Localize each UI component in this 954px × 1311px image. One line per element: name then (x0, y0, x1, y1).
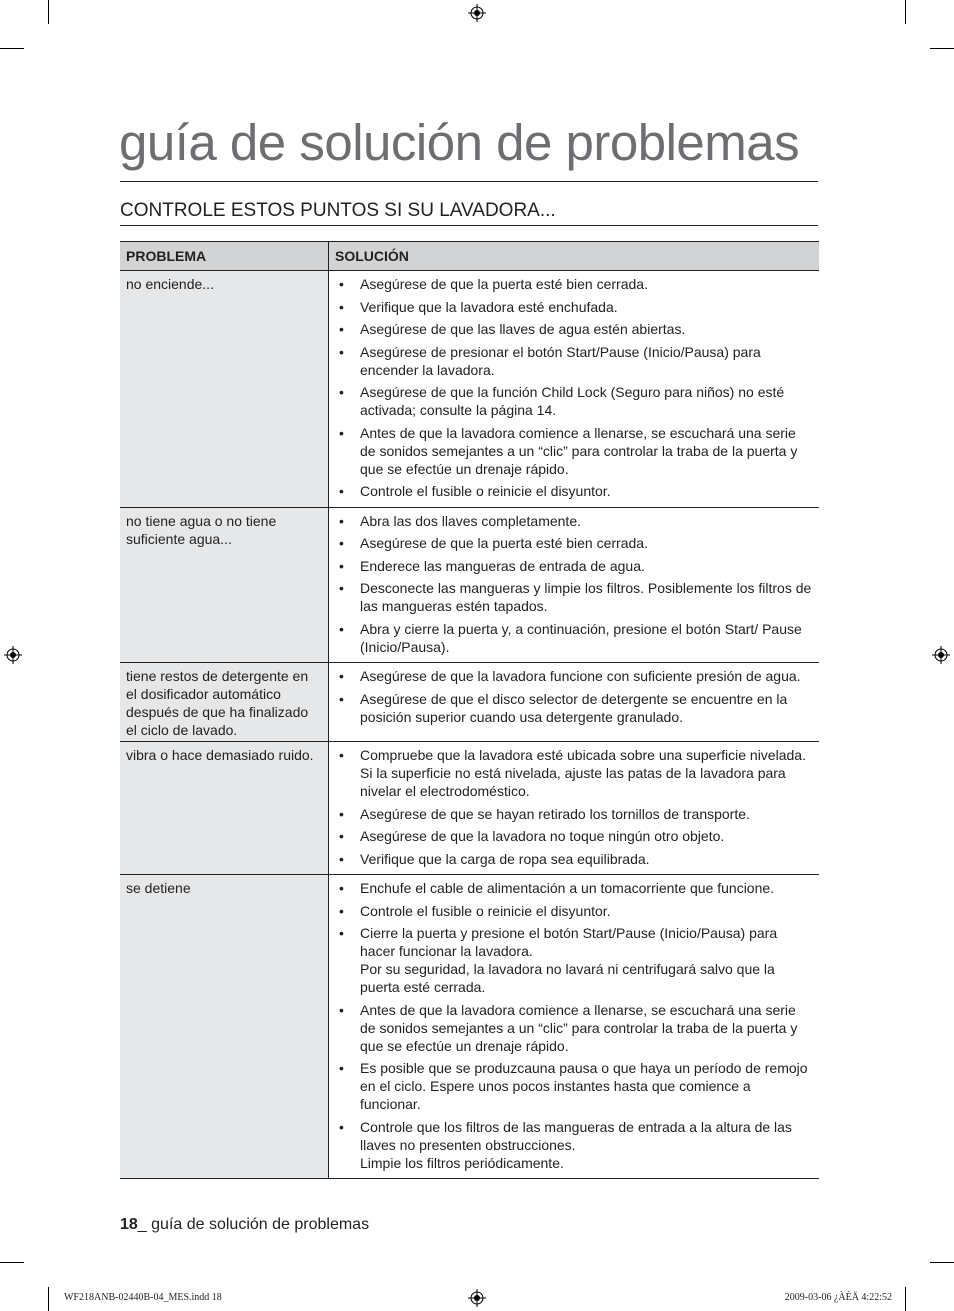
list-item (337, 512, 813, 530)
page-number: 18 (120, 1216, 138, 1233)
registration-mark-icon (4, 646, 22, 664)
solution-cell (329, 507, 820, 663)
solution-text: • Asegúrese de que la puerta esté bien cerrada. (360, 276, 648, 292)
solution-text: • Asegúrese de que la lavadora funcione con suficiente presión de agua. (360, 668, 801, 684)
print-slug-file: WF218ANB-02440B-04_MES.indd 18 (64, 1292, 222, 1303)
list-item (337, 579, 813, 615)
list-item (337, 424, 813, 478)
crop-mark (930, 48, 954, 49)
solution-text: • Abra las dos llaves completamente. (360, 512, 581, 529)
list-item (337, 827, 813, 845)
list-item (337, 1001, 813, 1055)
crop-mark (48, 1287, 49, 1311)
solution-text: • Asegúrese de que el disco selector de detergente se encuentre en la posición superior cuando usa detergente granulado. (360, 690, 788, 725)
list-item (337, 879, 813, 897)
crop-mark (0, 1262, 24, 1263)
list-item (337, 805, 813, 823)
list-item (337, 343, 813, 379)
crop-mark (0, 48, 24, 49)
solution-text: • Controle el fusible o reinicie el disyuntor. (360, 902, 611, 919)
registration-mark-icon (932, 646, 950, 664)
solution-text: • Desconecte las mangueras y limpie los filtros. Posiblemente los filtros de las mangueras estén tapados. (360, 580, 812, 614)
solution-cell (329, 742, 820, 875)
solution-list (337, 275, 813, 500)
list-item (337, 620, 813, 656)
solution-list (337, 746, 813, 868)
solution-text: • Controle que los filtros de las mangueras de entrada a la altura de las llaves no presenten obstrucciones. (360, 1118, 792, 1153)
registration-mark-icon (468, 4, 486, 22)
list-item (337, 850, 813, 868)
solution-text: • Enchufe el cable de alimentación a un tomacorriente que funcione. (360, 880, 775, 896)
solution-text: • Abra y cierre la puerta y, a continuación, presione el botón Start/ Pause (Inicio/Pausa). (360, 620, 802, 655)
table-row (120, 663, 819, 742)
solution-text: Limpie los filtros periódicamente. (360, 1154, 564, 1171)
solution-text: • Enderece las mangueras de entrada de agua. (360, 557, 645, 574)
solution-list (337, 512, 813, 656)
solution-text: • Asegúrese de presionar el botón Start/Pause (Inicio/Pausa) para encender la lavadora. (360, 343, 761, 378)
footer-section: _ guía de solución de problemas (137, 1216, 370, 1233)
table-body (120, 271, 819, 1179)
solution-text: • Asegúrese de que la lavadora no toque ningún otro objeto. (360, 828, 725, 844)
solution-text: • Verifique que la lavadora esté enchufada. (360, 298, 618, 315)
print-slug-date: 2009-03-06 ¿ÀÈÄ 4:22:52 (784, 1292, 892, 1303)
column-header-problem: PROBLEMA (120, 242, 329, 271)
troubleshooting-table (120, 241, 819, 1179)
column-header-solution: SOLUCIÓN (329, 242, 820, 271)
problem-cell: no tiene agua o no tiene suficiente agua... (120, 507, 329, 663)
table-row (120, 271, 819, 508)
table-row (120, 507, 819, 663)
solution-cell (329, 663, 820, 742)
list-item (337, 534, 813, 552)
list-item (337, 298, 813, 316)
page-title: guía de solución de problemas (119, 114, 800, 171)
table-row (120, 742, 819, 875)
solution-text: • Asegúrese de que la función Child Lock (Seguro para niños) no esté activada; consulte la página 14. (360, 384, 785, 418)
list-item (337, 275, 813, 293)
solution-list (337, 879, 813, 1172)
list-item (337, 557, 813, 575)
table-header-row (120, 242, 819, 271)
solution-text: • Compruebe que la lavadora esté ubicada sobre una superficie nivelada. Si la superficie no está nivelada, ajuste las patas de la lavadora para nivelar el electrodoméstico. (360, 747, 806, 799)
solution-text: • Antes de que la lavadora comience a llenarse, se escuchará una serie de sonidos semejantes a un “clic” para controlar la traba de la puerta y que se efectúe un drenaje rápido. (360, 424, 798, 477)
crop-mark (48, 0, 49, 24)
problem-cell: se detiene (120, 875, 329, 1179)
solution-text: • Asegúrese de que se hayan retirado los tornillos de transporte. (360, 805, 750, 822)
solution-text: • Verifique que la carga de ropa sea equilibrada. (360, 850, 650, 867)
list-item (337, 482, 813, 500)
solution-text: Por su seguridad, la lavadora no lavará ni centrifugará salvo que la puerta esté cerrada. (360, 961, 775, 995)
solution-text: • Cierre la puerta y presione el botón Start/Pause (Inicio/Pausa) para hacer funcionar la lavadora. (360, 925, 778, 959)
title-underline (120, 181, 818, 182)
problem-cell: no enciende... (120, 271, 329, 508)
section-heading: CONTROLE ESTOS PUNTOS SI SU LAVADORA... (120, 200, 556, 221)
registration-mark-icon (468, 1289, 486, 1307)
list-item (337, 1059, 813, 1113)
solution-list (337, 667, 813, 726)
solution-text: • Antes de que la lavadora comience a llenarse, se escuchará una serie de sonidos semejantes a un “clic” para controlar la traba de la puerta y que se efectúe un drenaje rápido. (360, 1001, 798, 1054)
list-item (337, 667, 813, 685)
solution-text: • Asegúrese de que la puerta esté bien cerrada. (360, 535, 648, 551)
solution-text: • Es posible que se produzcauna pausa o que haya un período de remojo en el ciclo. Espere unos pocos instantes hasta que comience a funcionar. (360, 1060, 808, 1112)
list-item (337, 1118, 813, 1172)
list-item (337, 383, 813, 419)
crop-mark (905, 0, 906, 24)
list-item (337, 320, 813, 338)
list-item (337, 690, 813, 726)
page-footer (120, 1216, 369, 1234)
list-item (337, 902, 813, 920)
list-item (337, 746, 813, 800)
solution-text: • Asegúrese de que las llaves de agua estén abiertas. (360, 321, 686, 337)
solution-cell (329, 875, 820, 1179)
solution-text: • Controle el fusible o reinicie el disyuntor. (360, 483, 611, 499)
list-item (337, 924, 813, 996)
crop-mark (930, 1262, 954, 1263)
solution-cell (329, 271, 820, 508)
table-row (120, 875, 819, 1179)
problem-cell: vibra o hace demasiado ruido. (120, 742, 329, 875)
crop-mark (905, 1287, 906, 1311)
problem-cell: tiene restos de detergente en el dosificador automático después de que ha finalizado el ciclo de lavado. (120, 663, 329, 742)
heading-rule (120, 225, 818, 226)
